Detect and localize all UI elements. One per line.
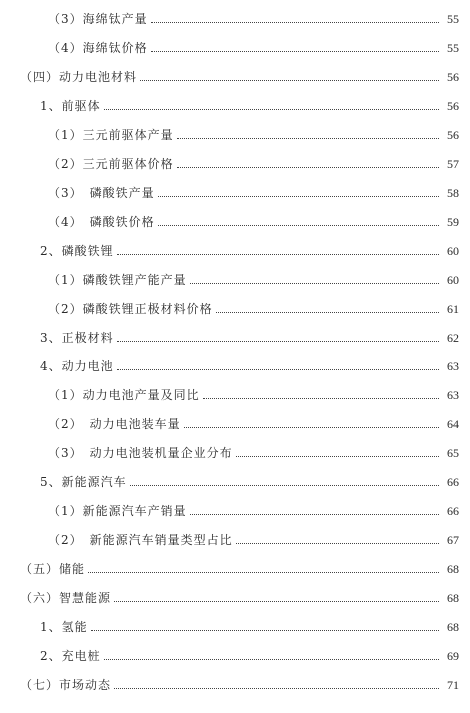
toc-entry[interactable] <box>0 157 470 171</box>
toc-page-number: 61 <box>447 302 459 316</box>
toc-entry-label: （1）新能源汽车产销量 <box>48 504 187 518</box>
toc-entry-label: （3） 动力电池装机量企业分布 <box>48 446 233 460</box>
toc-entry-label: （六）智慧能源 <box>20 591 112 605</box>
dot-leader <box>130 485 439 486</box>
toc-page-number: 62 <box>447 331 459 345</box>
dot-leader <box>177 138 439 139</box>
toc-entry-label: （1）动力电池产量及同比 <box>48 388 200 402</box>
toc-entry-label: （2）磷酸铁锂正极材料价格 <box>48 302 213 316</box>
toc-entry-label: （2）三元前驱体价格 <box>48 157 174 171</box>
toc-page-number: 55 <box>447 12 459 26</box>
toc-page-number: 68 <box>447 562 459 576</box>
toc-page-number: 67 <box>447 533 459 547</box>
toc-entry-label: 3、正极材料 <box>40 331 114 345</box>
toc-entry[interactable] <box>0 41 470 55</box>
toc-page-number: 66 <box>447 504 459 518</box>
dot-leader <box>190 514 439 515</box>
toc-entry-label: （五）储能 <box>20 562 86 576</box>
toc-entry-label: （4）海绵钛价格 <box>48 41 148 55</box>
toc-entry-label: 4、动力电池 <box>40 359 114 373</box>
toc-page-number: 71 <box>447 678 459 692</box>
toc-entry[interactable] <box>0 244 470 258</box>
toc-entry-label: 1、前驱体 <box>40 99 101 113</box>
toc-entry[interactable] <box>0 302 470 316</box>
toc-page-number: 59 <box>447 215 459 229</box>
toc-page-number: 69 <box>447 649 459 663</box>
toc-entry[interactable] <box>0 533 470 547</box>
toc-page-number: 55 <box>447 41 459 55</box>
dot-leader <box>140 80 439 81</box>
dot-leader <box>190 283 439 284</box>
dot-leader <box>184 427 439 428</box>
toc-entry-label: （1）磷酸铁锂产能产量 <box>48 273 187 287</box>
toc-entry-label: （1）三元前驱体产量 <box>48 128 174 142</box>
toc-entry-label: （3）海绵钛产量 <box>48 12 148 26</box>
dot-leader <box>117 369 439 370</box>
toc-entry[interactable] <box>0 504 470 518</box>
toc-page-number: 68 <box>447 591 459 605</box>
toc-entry[interactable] <box>0 359 470 373</box>
dot-leader <box>117 254 439 255</box>
dot-leader <box>177 167 439 168</box>
toc-page-number: 64 <box>447 417 459 431</box>
toc-page-number: 60 <box>447 273 459 287</box>
dot-leader <box>88 572 439 573</box>
dot-leader <box>203 398 439 399</box>
toc-entry-label: （2） 动力电池装车量 <box>48 417 181 431</box>
dot-leader <box>114 601 439 602</box>
dot-leader <box>151 22 439 23</box>
toc-entry-label: （2） 新能源汽车销量类型占比 <box>48 533 233 547</box>
dot-leader <box>158 225 439 226</box>
toc-entry-label: （3） 磷酸铁产量 <box>48 186 155 200</box>
toc-entry[interactable] <box>0 649 470 663</box>
toc-entry[interactable] <box>0 331 470 345</box>
toc-page-number: 56 <box>447 99 459 113</box>
toc-entry[interactable] <box>0 475 470 489</box>
toc-entry-label: 5、新能源汽车 <box>40 475 127 489</box>
toc-page-number: 63 <box>447 388 459 402</box>
toc-page-number: 63 <box>447 359 459 373</box>
toc-entry[interactable] <box>0 70 470 84</box>
toc-entry-label: （七）市场动态 <box>20 678 112 692</box>
toc-page-number: 60 <box>447 244 459 258</box>
dot-leader <box>104 109 439 110</box>
toc-entry[interactable] <box>0 186 470 200</box>
toc-page-number: 57 <box>447 157 459 171</box>
toc-entry[interactable] <box>0 388 470 402</box>
toc-entry[interactable] <box>0 446 470 460</box>
dot-leader <box>151 51 439 52</box>
toc-entry[interactable] <box>0 273 470 287</box>
toc-entry[interactable] <box>0 99 470 113</box>
toc-page-number: 66 <box>447 475 459 489</box>
toc-page-number: 65 <box>447 446 459 460</box>
toc-entry-label: 2、磷酸铁锂 <box>40 244 114 258</box>
toc-entry[interactable] <box>0 562 470 576</box>
toc-page-number: 58 <box>447 186 459 200</box>
toc-entry-label: 2、充电桩 <box>40 649 101 663</box>
toc-entry[interactable] <box>0 678 470 692</box>
toc-page-number: 68 <box>447 620 459 634</box>
dot-leader <box>114 688 439 689</box>
dot-leader <box>91 630 439 631</box>
dot-leader <box>236 456 439 457</box>
toc-entry[interactable] <box>0 128 470 142</box>
toc-entry[interactable] <box>0 417 470 431</box>
dot-leader <box>104 659 439 660</box>
dot-leader <box>236 543 439 544</box>
toc-page-number: 56 <box>447 70 459 84</box>
toc-entry[interactable] <box>0 591 470 605</box>
toc-entry[interactable] <box>0 12 470 26</box>
toc-page-number: 56 <box>447 128 459 142</box>
toc-entry[interactable] <box>0 215 470 229</box>
toc-entry[interactable] <box>0 620 470 634</box>
toc-entry-label: （4） 磷酸铁价格 <box>48 215 155 229</box>
dot-leader <box>117 341 439 342</box>
dot-leader <box>158 196 439 197</box>
dot-leader <box>216 312 439 313</box>
toc-entry-label: （四）动力电池材料 <box>20 70 138 84</box>
toc-entry-label: 1、氢能 <box>40 620 88 634</box>
